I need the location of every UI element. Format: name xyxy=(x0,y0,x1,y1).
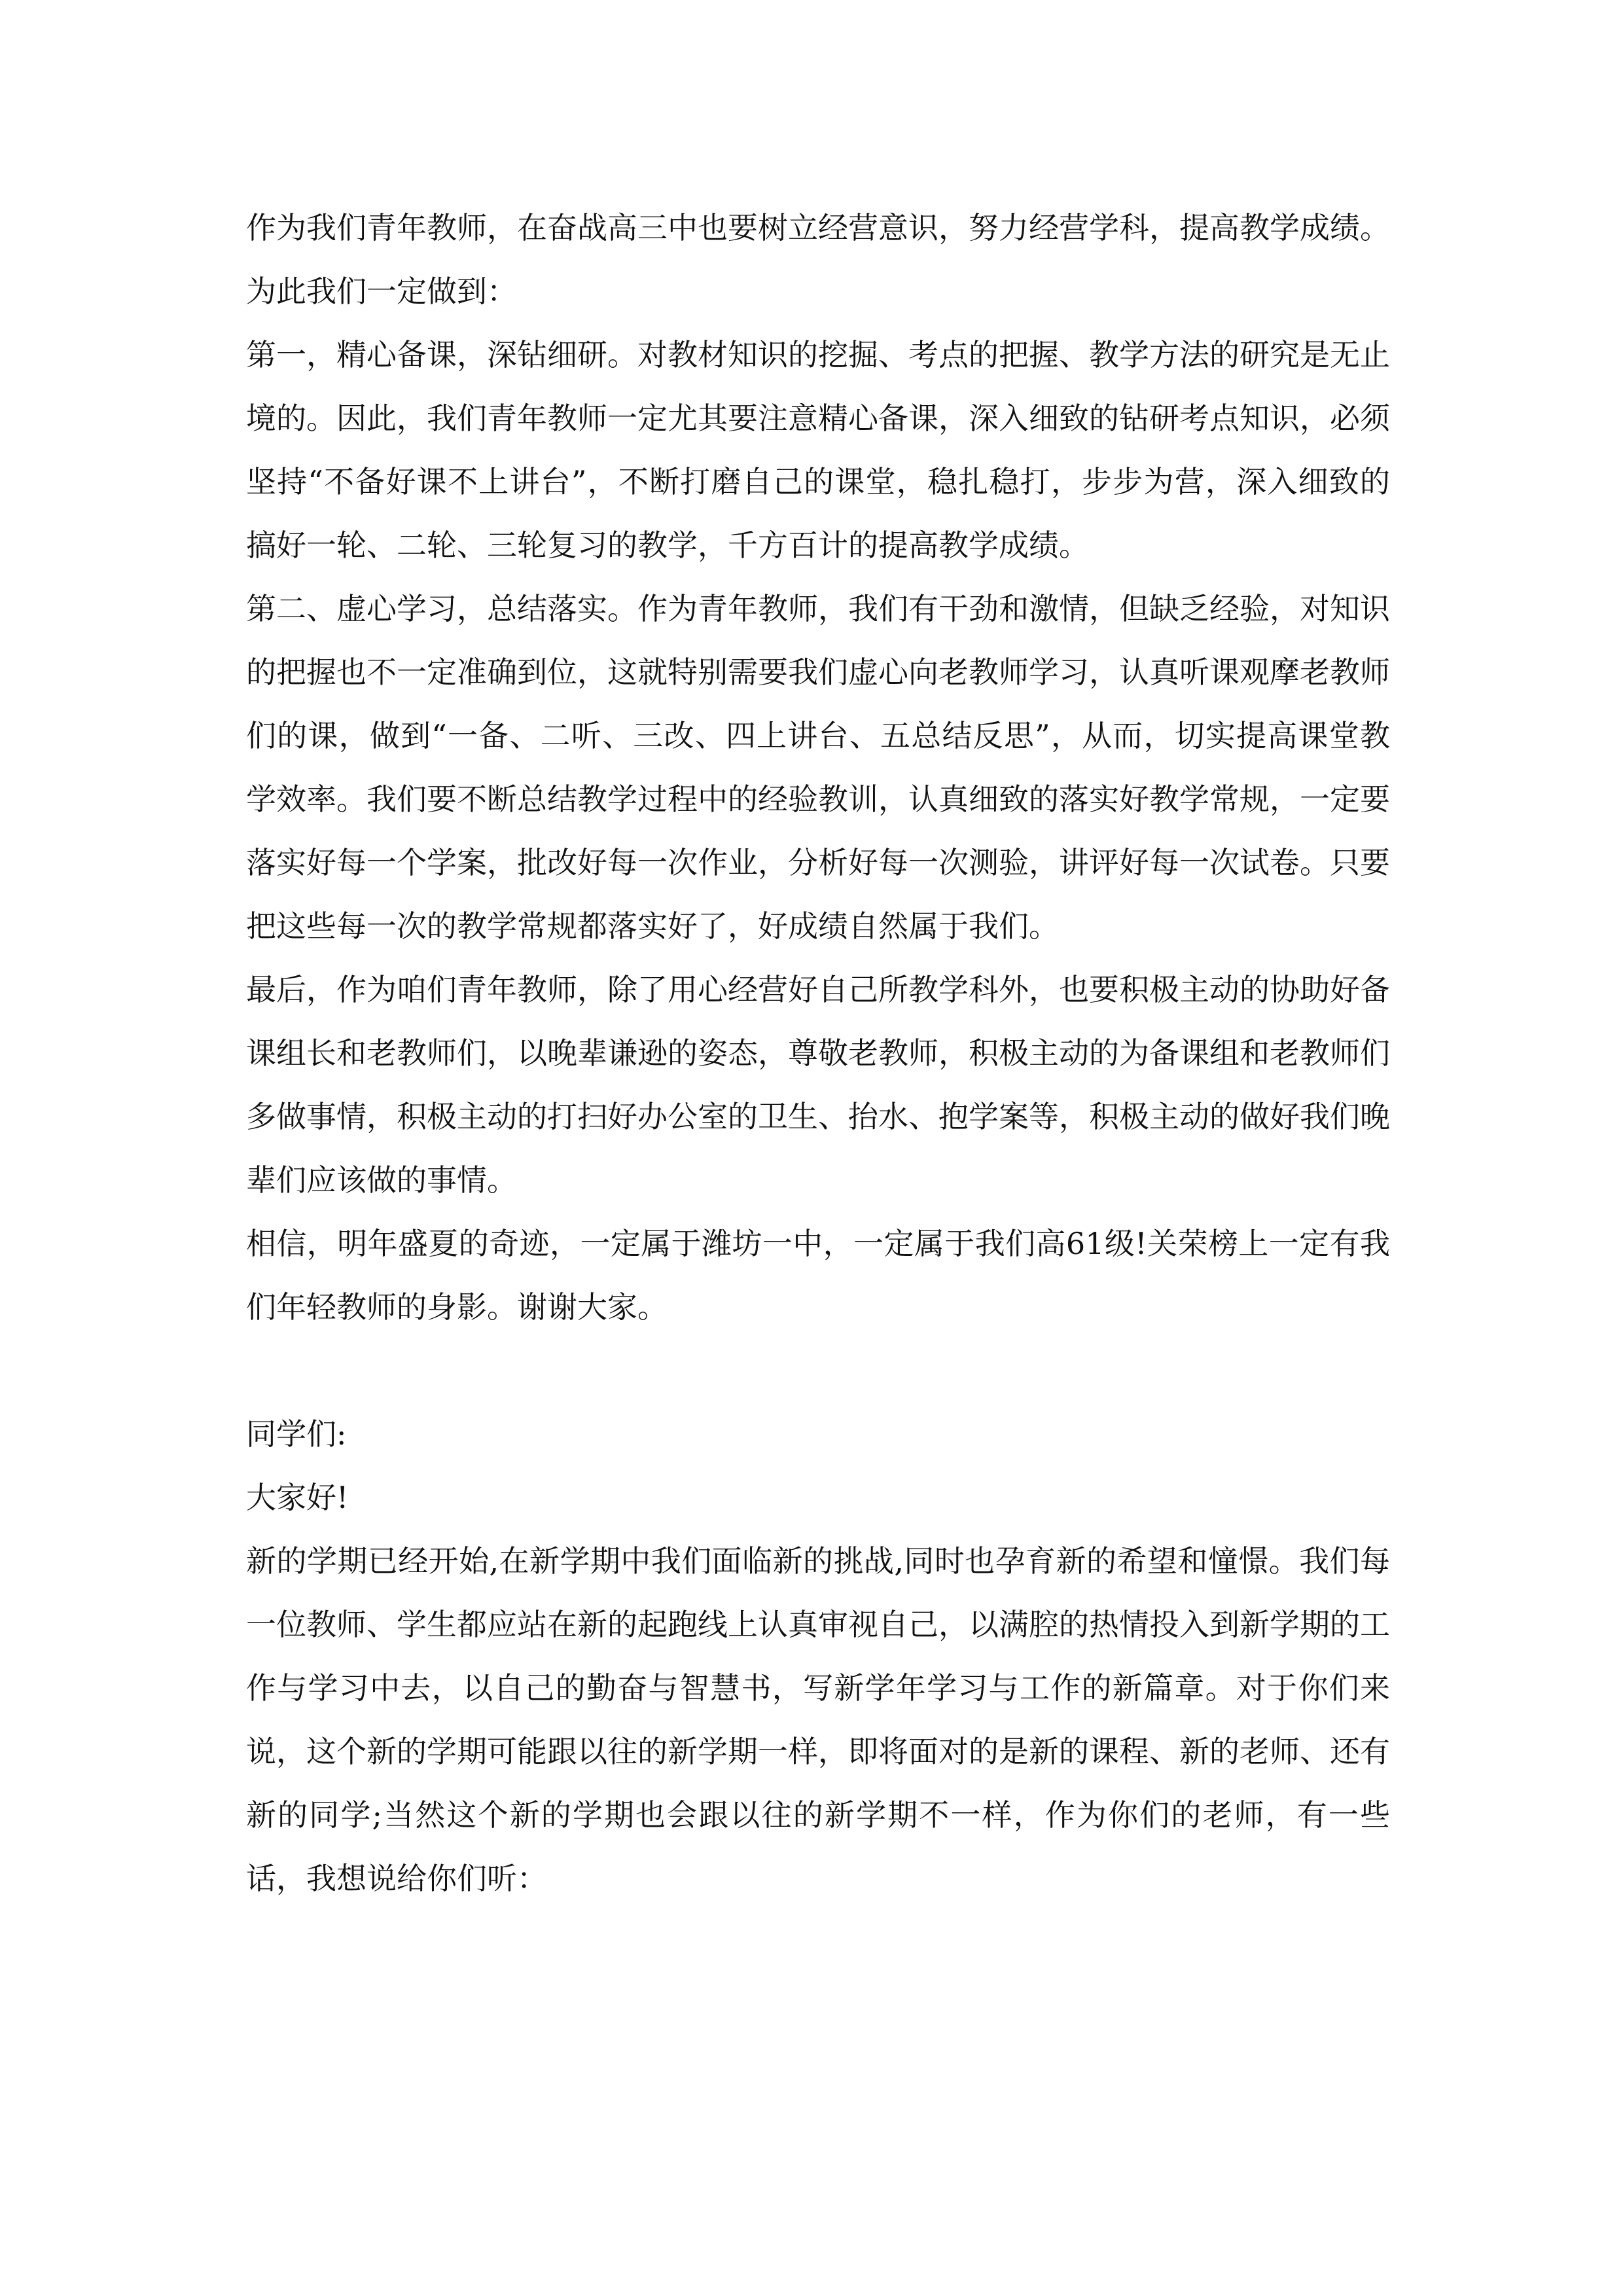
paragraph-finally: 最后，作为咱们青年教师，除了用心经营好自己所教学科外，也要积极主动的协助好备课组长和老教师们，以晚辈谦逊的姿态，尊敬老教师，积极主动的为备课组和老教师们多做事情，积极主动的打扫好办公室的卫生、抬水、抱学案等，积极主动的做好我们晚辈们应该做的事情。 xyxy=(246,972,1390,1198)
paragraph-first-point: 第一，精心备课，深钻细研。对教材知识的挖掘、考点的把握、教学方法的研究是无止境的。因此，我们青年教师一定尤其要注意精心备课，深入细致的钻研考点知识，必须坚持“不备好课不上讲台”，不断打磨自己的课堂，稳扎稳打，步步为营，深入细致的搞好一轮、二轮、三轮复习的教学，千方百计的提高教学成绩。 xyxy=(246,337,1390,563)
greeting: 大家好! xyxy=(246,1480,349,1515)
paragraph-new-semester: 新的学期已经开始,在新学期中我们面临新的挑战,同时也孕育新的希望和憧憬。我们每一位教师、学生都应站在新的起跑线上认真审视自己，以满腔的热情投入到新学期的工作与学习中去，以自己的勤奋与智慧书，写新学年学习与工作的新篇章。对于你们来说，这个新的学期可能跟以往的新学期一样，即将面对的是新的课程、新的老师、还有新的同学;当然这个新的学期也会跟以往的新学期不一样，作为你们的老师，有一些话，我想说给你们听： xyxy=(246,1543,1390,1896)
paragraph-intro: 作为我们青年教师，在奋战高三中也要树立经营意识，努力经营学科，提高教学成绩。为此我们一定做到： xyxy=(246,210,1390,309)
paragraph-closing: 相信，明年盛夏的奇迹，一定属于潍坊一中，一定属于我们高61级!关荣榜上一定有我们年轻教师的身影。谢谢大家。 xyxy=(246,1226,1390,1325)
paragraph-second-point: 第二、虚心学习，总结落实。作为青年教师，我们有干劲和激情，但缺乏经验，对知识的把握也不一定准确到位，这就特别需要我们虚心向老教师学习，认真听课观摩老教师们的课，做到“一备、二听、三改、四上讲台、五总结反思”，从而，切实提高课堂教学效率。我们要不断总结教学过程中的经验教训，认真细致的落实好教学常规，一定要落实好每一个学案，批改好每一次作业，分析好每一次测验，讲评好每一次试卷。只要把这些每一次的教学常规都落实好了，好成绩自然属于我们。 xyxy=(246,591,1390,944)
salutation: 同学们: xyxy=(246,1416,347,1452)
document-body xyxy=(246,196,1390,1910)
section-divider xyxy=(246,1339,1390,1403)
